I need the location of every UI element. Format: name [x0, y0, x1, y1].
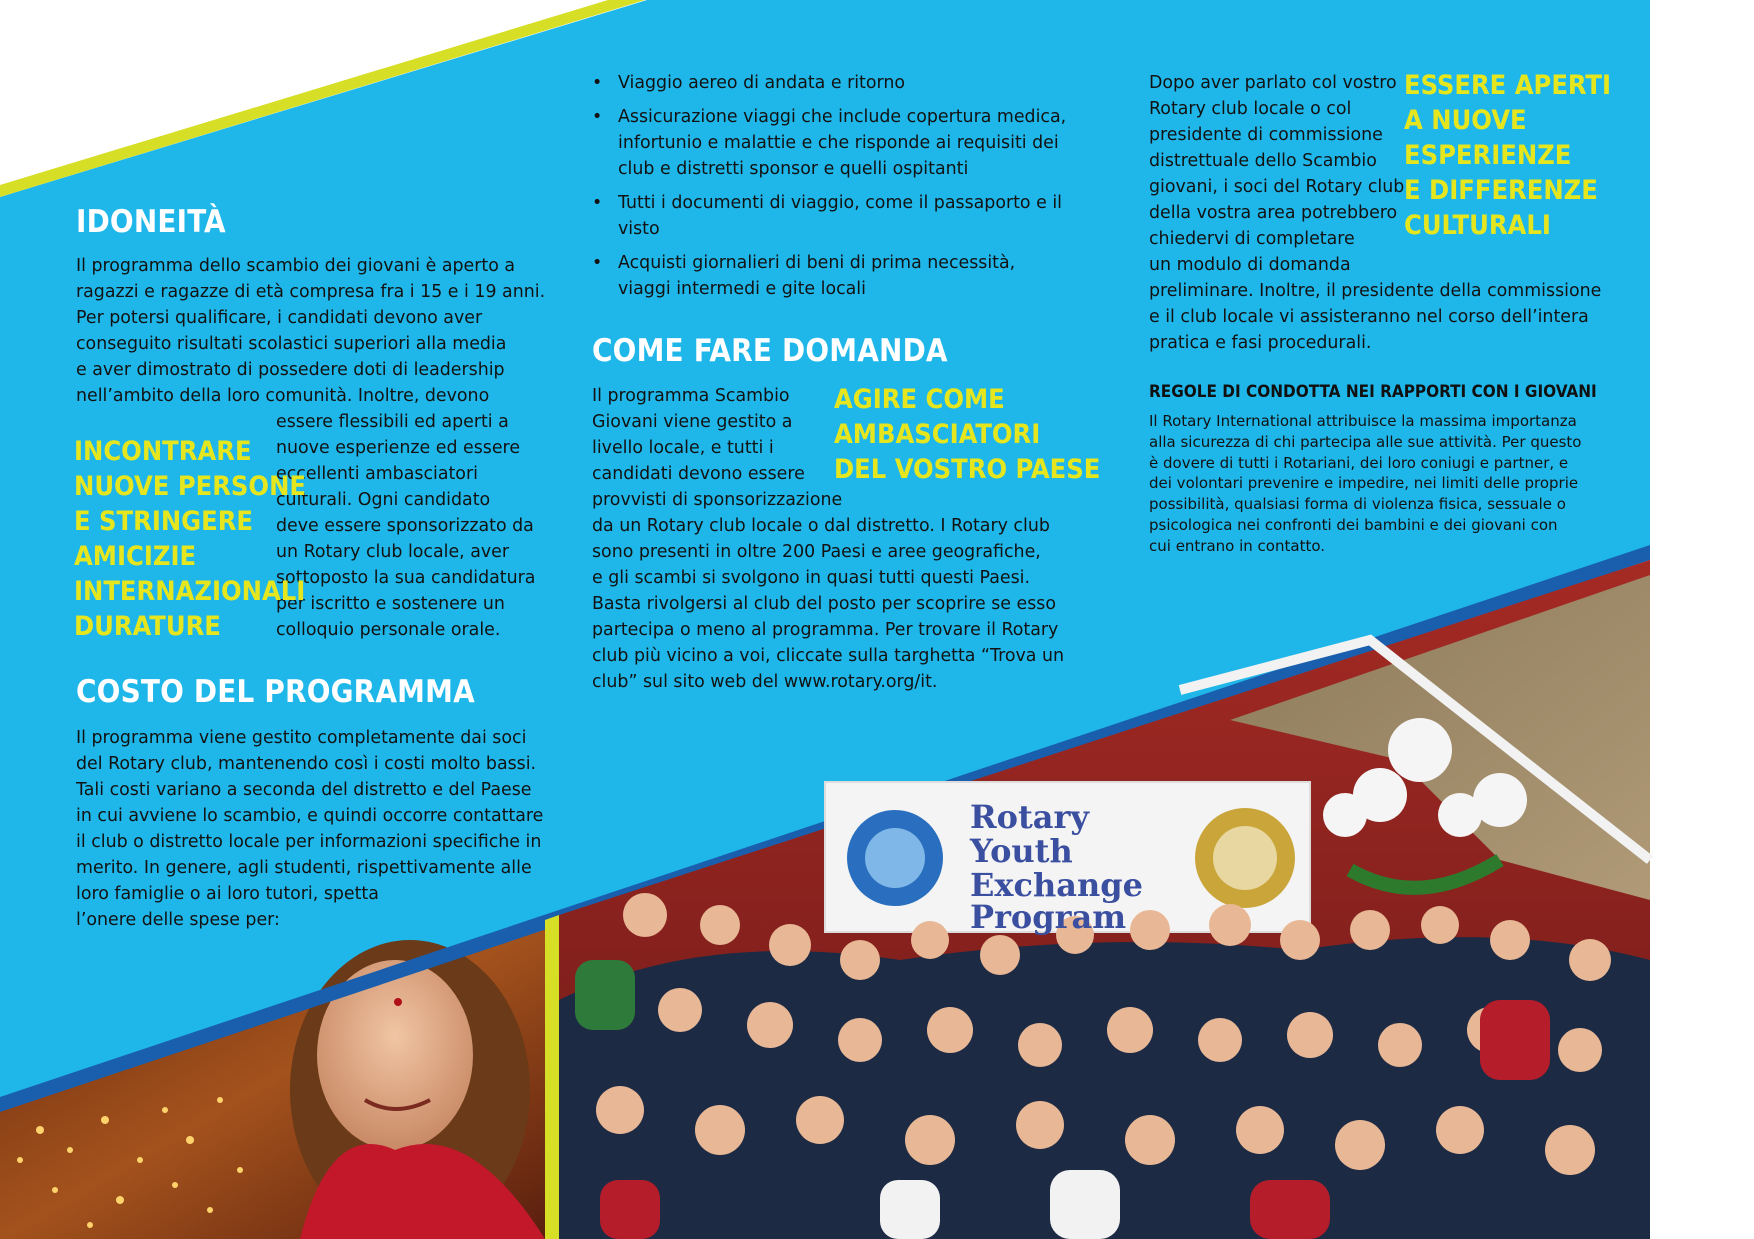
text-line: colloquio personale orale. — [276, 620, 501, 640]
apply-body — [592, 487, 1064, 695]
text-line: culturali. Ogni candidato — [276, 490, 491, 510]
text-line: Il Rotary International attribuisce la massima importanza — [1149, 412, 1577, 430]
text-line: Il programma dello scambio dei giovani è aperto a — [76, 256, 516, 276]
text-line: e gli scambi si svolgono in quasi tutti questi Paesi. — [592, 568, 1031, 588]
eligibility-heading: IDONEITÀ — [76, 204, 226, 240]
pull-quote-line: AMBASCIATORI — [834, 419, 1041, 450]
text-line: merito. In genere, agli studenti, rispettivamente alle — [76, 858, 532, 878]
bullet-icon: • — [592, 253, 603, 273]
eligibility-body — [76, 253, 545, 409]
pull-quote-open — [1404, 68, 1611, 243]
text-line: da un Rotary club locale o dal distretto. I Rotary club — [592, 516, 1050, 536]
text-line: Il programma Scambio — [592, 386, 790, 406]
text-line: e aver dimostrato di possedere doti di leadership — [76, 360, 505, 380]
text-line: partecipa o meno al programma. Per trovare il Rotary — [592, 620, 1059, 640]
text-line: psicologica nei confronti dei bambini e dei giovani con — [1149, 515, 1558, 534]
pull-quote-line: AMICIZIE — [74, 541, 197, 572]
list-item — [590, 190, 1066, 242]
text-line: club più vicino a voi, cliccate sulla targhetta “Trova un — [592, 646, 1064, 666]
sign-line: Rotary — [970, 798, 1089, 836]
text-line: l’onere delle spese per: — [76, 910, 280, 930]
pull-quote-line: DEL VOSTRO PAESE — [834, 454, 1101, 485]
text-line: deve essere sponsorizzato da — [276, 516, 534, 536]
cost-heading: COSTO DEL PROGRAMMA — [76, 674, 475, 710]
text-line: in cui avviene lo scambio, e quindi occorre contattare — [76, 806, 544, 826]
text-line: distrettuale dello Scambio — [1149, 151, 1377, 171]
text-line: il club o distretto locale per informazioni specifiche in — [76, 832, 542, 852]
pull-quote-line: E STRINGERE — [74, 506, 254, 537]
sign-line: Youth — [970, 832, 1073, 870]
text-line: Dopo aver parlato col vostro — [1149, 73, 1397, 93]
text-line: eccellenti ambasciatori — [276, 464, 478, 484]
text-line: possibilità, qualsiasi forma di violenza fisica, sessuale o — [1149, 495, 1566, 514]
bullet-icon: • — [592, 107, 603, 127]
text-line: essere flessibili ed aperti a — [276, 412, 509, 432]
pull-quote-line: NUOVE PERSONE — [74, 471, 306, 502]
text-line: loro famiglie o ai loro tutori, spetta — [76, 884, 379, 904]
pull-quote-line: ESPERIENZE — [1404, 140, 1572, 171]
eligibility-side-body — [276, 409, 535, 643]
text-line: cui entrano in contatto. — [1149, 536, 1326, 555]
text-line: nell’ambito della loro comunità. Inoltre, devono — [76, 386, 490, 406]
pull-quote-line: ESSERE APERTI — [1404, 70, 1612, 101]
text-line: del Rotary club, mantenendo così i costi molto bassi. — [76, 754, 537, 774]
conduct-heading: REGOLE DI CONDOTTA NEI RAPPORTI CON I GIOVANI — [1149, 382, 1597, 402]
text-line: Basta rivolgersi al club del posto per scoprire se esso — [592, 594, 1056, 614]
text-line: chiedervi di completare — [1149, 229, 1355, 249]
text-line: club” sul sito web del www.rotary.org/it. — [592, 672, 938, 692]
text-line: sono presenti in oltre 200 Paesi e aree geografiche, — [592, 542, 1041, 562]
text-line: Assicurazione viaggi che include copertura medica, — [618, 107, 1067, 127]
text-line: Il programma viene gestito completamente dai soci — [76, 728, 527, 748]
pull-quote-ambassadors — [834, 382, 1100, 487]
conduct-body — [1149, 411, 1581, 557]
lime-separator — [545, 915, 559, 1239]
pull-quote-line: INTERNAZIONALI — [74, 576, 306, 607]
cost-body — [76, 725, 543, 933]
pull-quote-line: CULTURALI — [1404, 210, 1551, 241]
text-line: club e distretti sponsor e quelli ospitanti — [618, 159, 969, 179]
pull-quote-friendship — [74, 434, 306, 644]
text-line: candidati devono essere — [592, 464, 805, 484]
pull-quote-line: AGIRE COME — [834, 384, 1005, 415]
pull-quote-line: INCONTRARE — [74, 436, 252, 467]
text-line: Per potersi qualificare, i candidati devono aver — [76, 308, 483, 328]
text-line: per iscritto e sostenere un — [276, 594, 505, 614]
text-line: della vostra area potrebbero — [1149, 203, 1398, 223]
text-line: Rotary club locale o col — [1149, 99, 1352, 119]
sign-line: Program — [970, 898, 1127, 936]
text-line: un Rotary club locale, aver — [276, 542, 510, 562]
sign-line: Exchange — [970, 866, 1143, 904]
text-line: preliminare. Inoltre, il presidente della commissione — [1149, 281, 1602, 301]
text-line: Giovani viene gestito a — [592, 412, 793, 432]
bullet-icon: • — [592, 193, 603, 213]
text-line: presidente di commissione — [1149, 125, 1383, 145]
pull-quote-line: E DIFFERENZE — [1404, 175, 1598, 206]
expenses-list — [590, 70, 1066, 310]
text-line: Tali costi variano a seconda del distretto e del Paese — [76, 780, 532, 800]
text-line: Viaggio aereo di andata e ritorno — [618, 73, 906, 93]
pull-quote-line: A NUOVE — [1404, 105, 1527, 136]
text-line: dei volontari prevenire e impedire, nei limiti delle proprie — [1149, 474, 1579, 493]
text-line: è dovere di tutti i Rotariani, dei loro coniugi e partner, e — [1149, 453, 1569, 472]
bullet-icon: • — [592, 73, 603, 93]
text-line: nuove esperienze ed essere — [276, 438, 521, 458]
text-line: pratica e fasi procedurali. — [1149, 333, 1372, 353]
text-line: alla sicurezza di chi partecipa alle sue attività. Per questo — [1149, 432, 1582, 451]
text-line: un modulo di domanda — [1149, 255, 1351, 275]
text-line: giovani, i soci del Rotary club — [1149, 177, 1405, 197]
list-item — [590, 250, 1066, 302]
text-line: infortunio e malattie e che risponde ai requisiti dei — [618, 133, 1059, 153]
pull-quote-line: DURATURE — [74, 611, 221, 642]
text-line: visto — [618, 219, 660, 239]
process-top-body — [1149, 70, 1404, 278]
apply-heading: COME FARE DOMANDA — [592, 333, 948, 369]
text-line: conseguito risultati scolastici superiori alla media — [76, 334, 507, 354]
text-line: viaggi intermedi e gite locali — [618, 279, 866, 299]
apply-top-body — [592, 383, 805, 487]
text-line: provvisti di sponsorizzazione — [592, 490, 843, 510]
list-item — [590, 70, 1066, 96]
text-line: sottoposto la sua candidatura — [276, 568, 536, 588]
process-body — [1149, 278, 1601, 356]
text-line: ragazzi e ragazze di età compresa fra i 15 e i 19 anni. — [76, 282, 546, 302]
list-item — [590, 104, 1066, 182]
text-line: Tutti i documenti di viaggio, come il passaporto e il — [618, 193, 1062, 213]
text-line: e il club locale vi assisteranno nel corso dell’intera — [1149, 307, 1589, 327]
text-line: livello locale, e tutti i — [592, 438, 774, 458]
text-line: Acquisti giornalieri di beni di prima necessità, — [618, 253, 1016, 273]
